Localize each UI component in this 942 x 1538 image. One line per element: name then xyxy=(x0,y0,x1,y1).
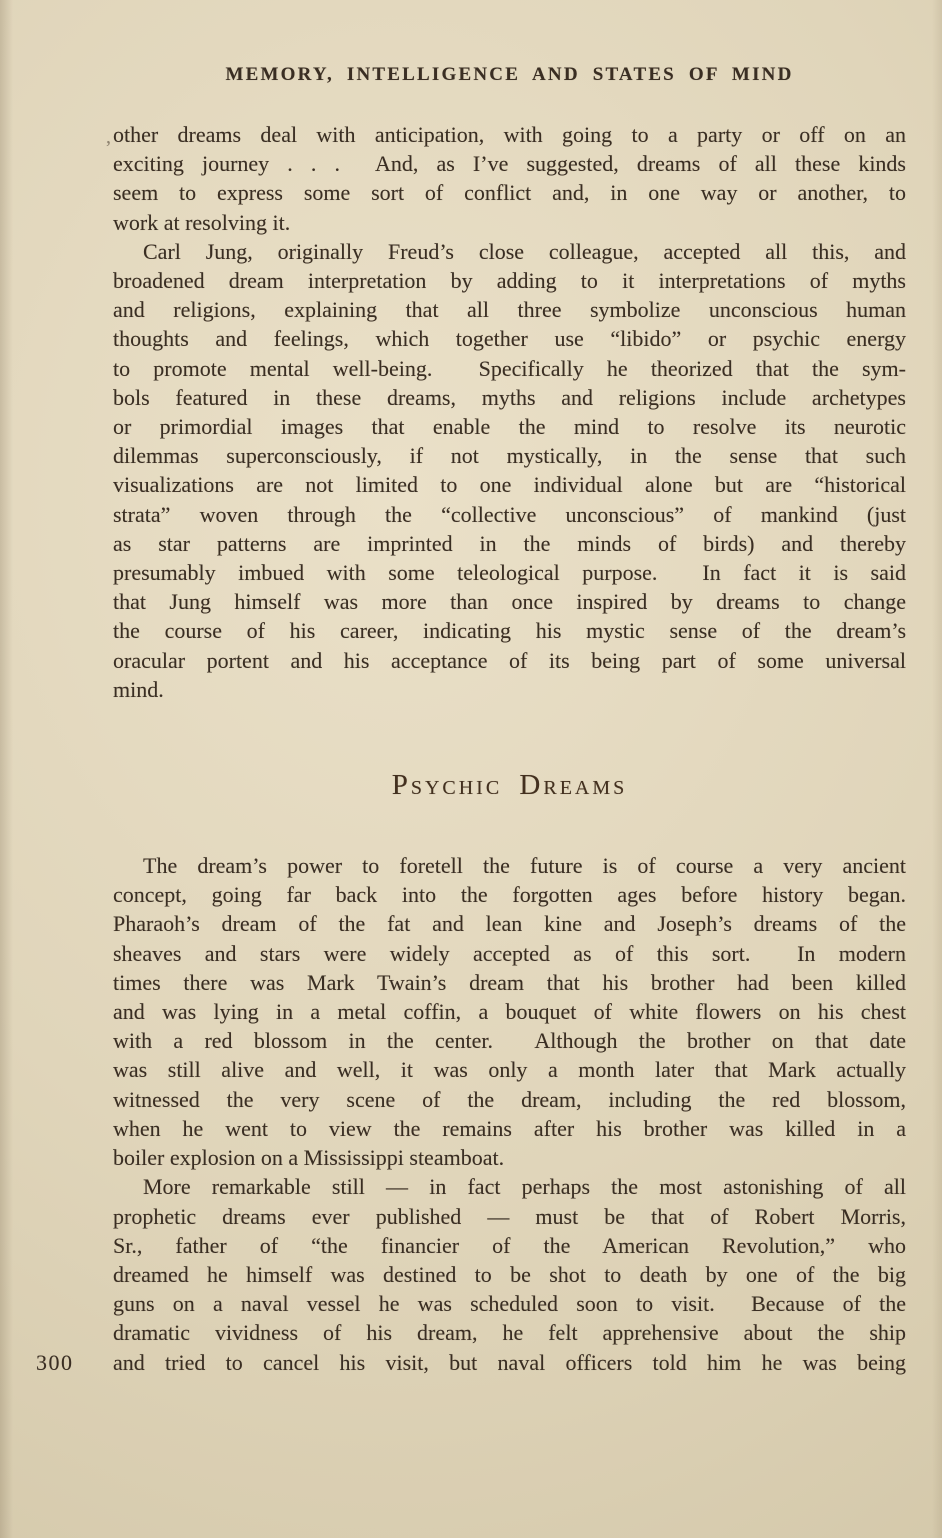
text-line: and religions, explaining that all three symbolize unconscious human xyxy=(113,297,906,323)
text-line: presumably imbued with some teleological purpose. In fact it is said xyxy=(113,560,906,586)
text-line: guns on a naval vessel he was scheduled soon to visit. Because of the xyxy=(113,1291,906,1317)
text-line: seem to express some sort of conflict and, in one way or another, to xyxy=(113,180,906,206)
text-line: when he went to view the remains after his brother was killed in a xyxy=(113,1115,906,1141)
text-line: mind. xyxy=(113,676,164,702)
text-line: bols featured in these dreams, myths and religions include archetypes xyxy=(113,384,906,410)
text-line: to promote mental well-being. Specifically he theorized that the sym- xyxy=(113,355,906,381)
text-line: with a red blossom in the center. Although the brother on that date xyxy=(113,1028,906,1054)
paragraph xyxy=(113,1172,906,1376)
text-line: More remarkable still — in fact perhaps the most astonishing of all xyxy=(143,1174,906,1200)
text-line: thoughts and feelings, which together use “libido” or psychic energy xyxy=(113,326,906,352)
text-line: dramatic vividness of his dream, he felt apprehensive about the ship xyxy=(113,1320,906,1346)
text-line: times there was Mark Twain’s dream that his brother had been killed xyxy=(113,969,906,995)
text-column xyxy=(113,120,906,1377)
text-line: witnessed the very scene of the dream, including the red blossom, xyxy=(113,1086,906,1112)
text-line: was still alive and well, it was only a month later that Mark actually xyxy=(113,1057,906,1083)
paragraphs-top xyxy=(113,120,906,704)
text-line: work at resolving it. xyxy=(113,209,291,235)
text-line: and was lying in a metal coffin, a bouquet of white flowers on his chest xyxy=(113,999,906,1025)
text-line: visualizations are not limited to one individual alone but are “historical xyxy=(113,472,906,498)
text-line: dreamed he himself was destined to be shot to death by one of the big xyxy=(113,1261,906,1287)
text-line: boiler explosion on a Mississippi steamboat. xyxy=(113,1145,505,1171)
paragraph xyxy=(113,851,906,1172)
text-line: broadened dream interpretation by adding to it interpretations of myths xyxy=(113,268,906,294)
text-line: sheaves and stars were widely accepted as of this sort. In modern xyxy=(113,940,906,966)
text-line: as star patterns are imprinted in the minds of birds) and thereby xyxy=(113,530,906,556)
paragraph xyxy=(113,237,906,704)
running-header: MEMORY, INTELLIGENCE AND STATES OF MIND xyxy=(225,64,794,85)
text-line: dilemmas superconsciously, if not mystically, in the sense that such xyxy=(113,443,906,469)
text-line: concept, going far back into the forgotten ages before history began. xyxy=(113,882,906,908)
text-line: or primordial images that enable the mind to resolve its neurotic xyxy=(113,414,906,440)
text-line: exciting journey . . . And, as I’ve suggested, dreams of all these kinds xyxy=(113,151,906,177)
page-number: 300 xyxy=(36,1350,74,1375)
text-line: prophetic dreams ever published — must be that of Robert Morris, xyxy=(113,1203,906,1229)
text-line: Sr., father of “the financier of the American Revolution,” who xyxy=(113,1232,906,1258)
text-line: Carl Jung, originally Freud’s close colleague, accepted all this, and xyxy=(143,238,906,264)
paragraph xyxy=(113,120,906,237)
text-line: oracular portent and his acceptance of its being part of some universal xyxy=(113,647,906,673)
text-line: strata” woven through the “collective unconscious” of mankind (just xyxy=(113,501,906,527)
paragraphs-bottom xyxy=(113,851,906,1377)
section-heading: Psychic Dreams xyxy=(391,769,628,802)
text-line: Pharaoh’s dream of the fat and lean kine and Joseph’s dreams of the xyxy=(113,911,906,937)
text-line: the course of his career, indicating his mystic sense of the dream’s xyxy=(113,618,906,644)
text-line: that Jung himself was more than once inspired by dreams to change xyxy=(113,589,906,615)
text-line: The dream’s power to foretell the future is of course a very ancient xyxy=(143,853,906,879)
text-line: and tried to cancel his visit, but naval officers told him he was being xyxy=(113,1349,906,1375)
text-line: , other dreams deal with anticipation, with going to a party or off on an xyxy=(113,120,906,149)
